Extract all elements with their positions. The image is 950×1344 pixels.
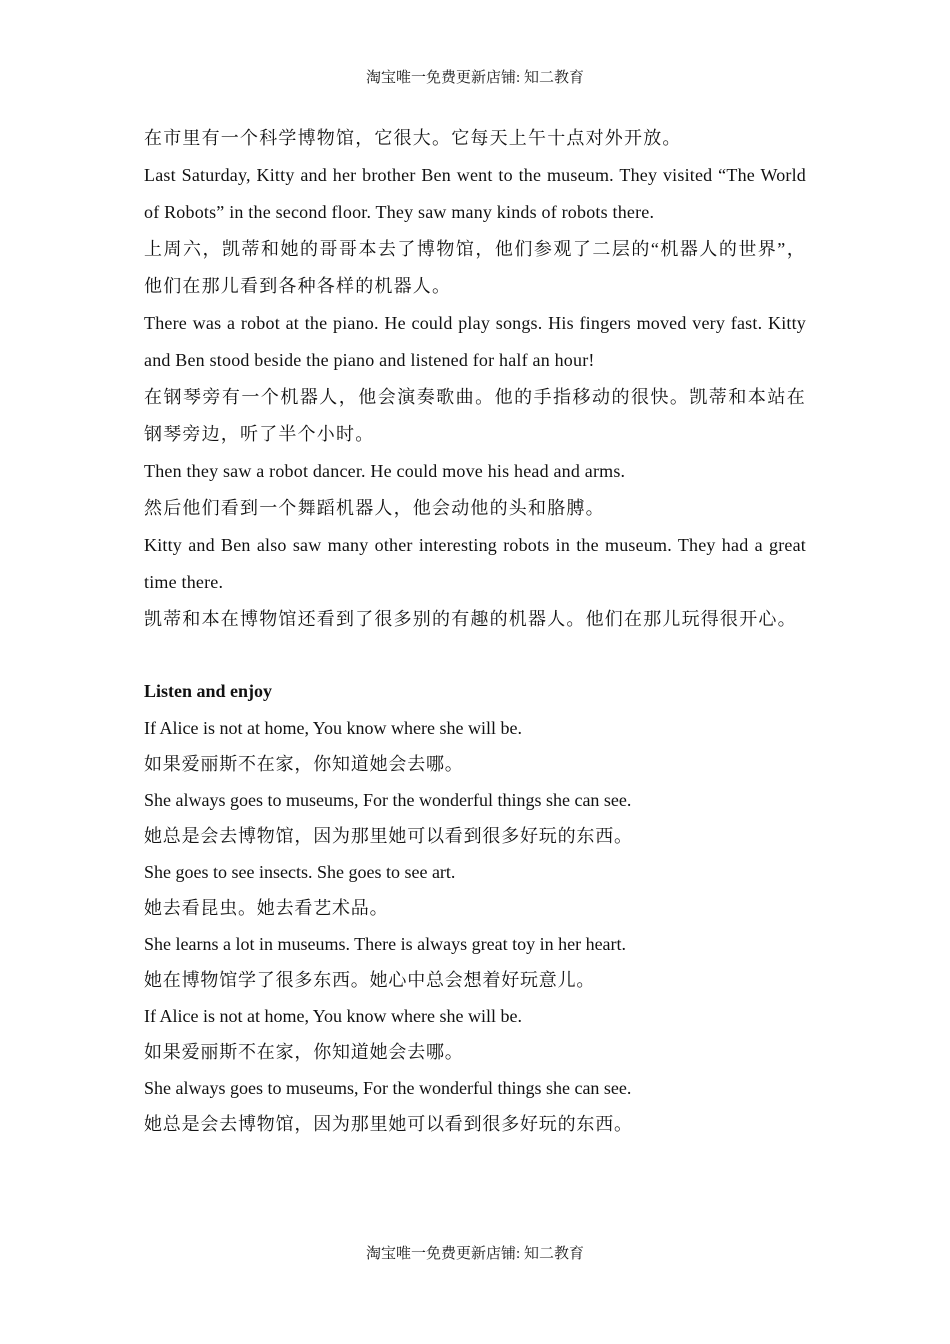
section-heading: Listen and enjoy	[144, 681, 273, 701]
song-line-translation: 如果爱丽斯不在家，你知道她会去哪。	[144, 1042, 464, 1062]
song-line-translation: 她在博物馆学了很多东西。她心中总会想着好玩意儿。	[144, 970, 596, 990]
page-header: 淘宝唯一免费更新店铺: 知二教育	[366, 70, 584, 86]
passage-paragraph: 上周六，凯蒂和她的哥哥本去了博物馆，他们参观了二层的“机器人的世界”，他们在那儿看到各种各样的机器人。	[144, 239, 806, 296]
passage-paragraph: 然后他们看到一个舞蹈机器人，他会动他的头和胳膊。	[144, 498, 605, 518]
passage-paragraph: Last Saturday, Kitty and her brother Ben went to the museum. They visited “The World of Robots” in the second floor. They saw many kinds of robots there.	[144, 165, 806, 222]
song-line: If Alice is not at home, You know where she will be.	[144, 718, 522, 738]
song-line: She learns a lot in museums. There is always great toy in her heart.	[144, 934, 627, 954]
song-line-translation: 她去看昆虫。她去看艺术品。	[144, 898, 389, 918]
song-line: If Alice is not at home, You know where she will be.	[144, 1006, 522, 1026]
passage-paragraph: 凯蒂和本在博物馆还看到了很多别的有趣的机器人。他们在那儿玩得很开心。	[144, 609, 797, 629]
passage-paragraph: Kitty and Ben also saw many other interesting robots in the museum. They had a great time there.	[144, 535, 806, 592]
song-line-translation: 如果爱丽斯不在家，你知道她会去哪。	[144, 754, 464, 774]
section-spacer	[144, 638, 806, 673]
song-line: She always goes to museums, For the wonderful things she can see.	[144, 1078, 632, 1098]
document-body	[144, 120, 806, 1142]
song-line-translation: 她总是会去博物馆，因为那里她可以看到很多好玩的东西。	[144, 826, 633, 846]
song-line-translation: 她总是会去博物馆，因为那里她可以看到很多好玩的东西。	[144, 1114, 633, 1134]
song-line: She goes to see insects. She goes to see art.	[144, 862, 456, 882]
passage-paragraph: There was a robot at the piano. He could play songs. His fingers moved very fast. Kitty and Ben stood beside the piano and listened for half an hour!	[144, 313, 806, 370]
passage-paragraph: 在市里有一个科学博物馆，它很大。它每天上午十点对外开放。	[144, 128, 682, 148]
passage-paragraph: 在钢琴旁有一个机器人，他会演奏歌曲。他的手指移动的很快。凯蒂和本站在钢琴旁边，听了半个小时。	[144, 387, 806, 444]
song-line: She always goes to museums, For the wonderful things she can see.	[144, 790, 632, 810]
page-footer: 淘宝唯一免费更新店铺: 知二教育	[366, 1246, 584, 1262]
passage-paragraph: Then they saw a robot dancer. He could move his head and arms.	[144, 461, 626, 481]
